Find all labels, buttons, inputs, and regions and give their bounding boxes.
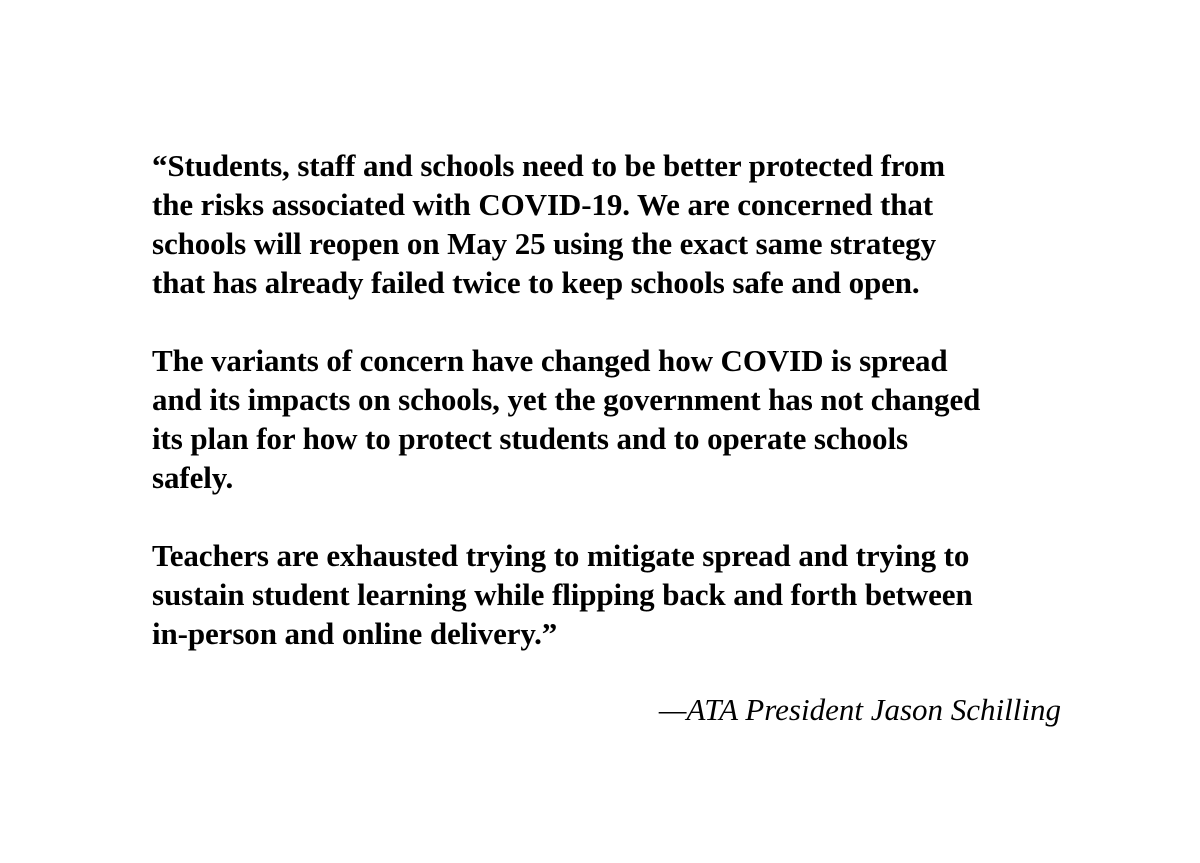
quote-block	[152, 146, 1082, 653]
quote-line: and its impacts on schools, yet the government has not changed	[152, 382, 981, 417]
quote-paragraph-1	[152, 146, 1082, 302]
quote-attribution: —ATA President Jason Schilling	[658, 692, 1061, 727]
paragraph-spacer	[152, 302, 1082, 341]
quote-line: in-person and online delivery.”	[152, 616, 558, 651]
quote-line: Teachers are exhausted trying to mitigate spread and trying to	[152, 538, 970, 573]
quote-line: “Students, staff and schools need to be better protected from	[152, 148, 945, 183]
quote-line: that has already failed twice to keep schools safe and open.	[152, 265, 920, 300]
quote-line: schools will reopen on May 25 using the exact same strategy	[152, 226, 936, 261]
quote-line: its plan for how to protect students and to operate schools	[152, 421, 908, 456]
quote-paragraph-2	[152, 341, 1082, 497]
quote-line: the risks associated with COVID-19. We are concerned that	[152, 187, 934, 222]
paragraph-spacer	[152, 497, 1082, 536]
quote-line: sustain student learning while flipping back and forth between	[152, 577, 973, 612]
quote-paragraph-3	[152, 536, 1082, 653]
quote-line: The variants of concern have changed how COVID is spread	[152, 343, 948, 378]
quote-line: safely.	[152, 460, 234, 495]
